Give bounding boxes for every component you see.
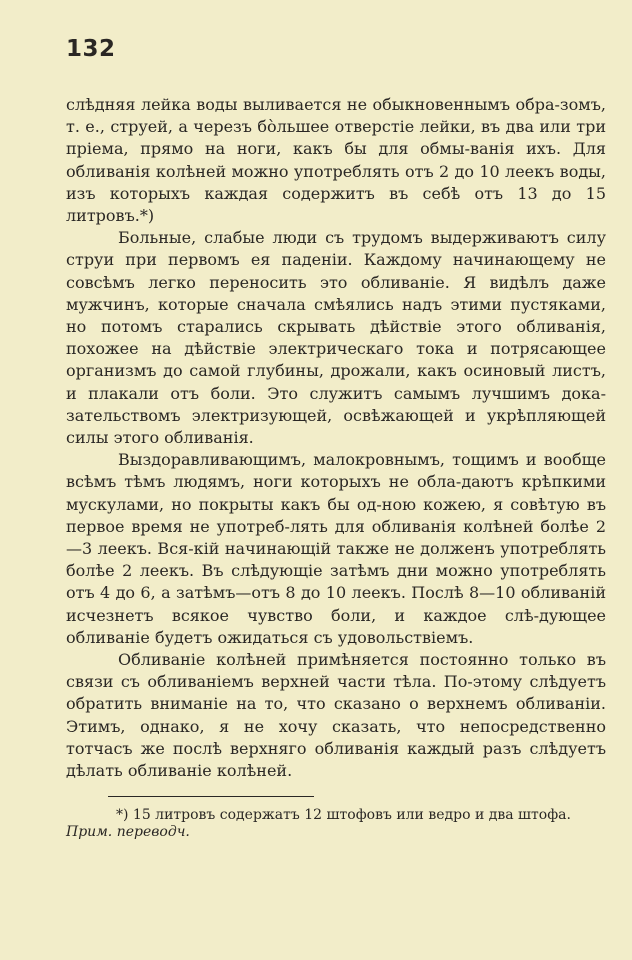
paragraph-1: слѣдняя лейка воды выливается не обыкновеннымъ обра-зомъ, т. е., струей, а черезъ бо̀льшее отверстіе лейки, въ два или три пріема, прямо на ноги, какъ бы для обмы-ванія ихъ. Для обливанія колѣней можно употреблять отъ 2 до 10 леекъ воды, изъ которыхъ каждая содержитъ въ себѣ отъ 13 до 15 литровъ.*) [66, 95, 606, 226]
paragraph-3: Выздоравливающимъ, малокровнымъ, тощимъ и вообще всѣмъ тѣмъ людямъ, ноги которыхъ не обла-даютъ крѣпкими мускулами, но покрыты какъ бы од-ною кожею, я совѣтую въ первое время не употреб-лять для обливанія колѣней болѣе 2—3 леекъ. Вся-кій начинающій также не долженъ употреблять болѣе 2 леекъ. Въ слѣдующіе затѣмъ дни можно употреблять отъ 4 до 6, а затѣмъ—отъ 8 до 10 леекъ. Послѣ 8—10 обливаній исчезнетъ всякое чувство боли, и каждое слѣ-дующее обливаніе будетъ ожидаться съ удовольствіемъ. [66, 450, 606, 647]
footnote-attribution: Прим. переводч. [66, 824, 190, 841]
paragraph-2: Больные, слабые люди съ трудомъ выдерживаютъ силу струи при первомъ ея паденіи. Каждому начинающему не совсѣмъ легко переносить это обливаніе. Я видѣлъ даже мужчинъ, которые сначала смѣялись надъ этими пустяками, но потомъ старались скрывать дѣйствіе этого обливанія, похожее на дѣйствіе электрическаго тока и потрясающее организмъ до самой глубины, дрожали, какъ осиновый листъ, и плакали отъ боли. Это служитъ самымъ лучшимъ дока-зательствомъ электризующей, освѣжающей и укрѣпляющей силы этого обливанія. [66, 228, 606, 448]
footnote [66, 807, 606, 841]
page-number: 132 [66, 36, 116, 62]
paragraph-4: Обливаніе колѣней примѣняется постоянно только въ связи съ обливаніемъ верхней части тѣла. По-этому слѣдуетъ обратить вниманіе на то, что сказано о верхнемъ обливаніи. Этимъ, однако, я не хочу сказать, что непосредственно тотчасъ же послѣ верхняго обливанія каждый разъ слѣдуетъ дѣлать обливаніе колѣней. [66, 650, 606, 781]
body-text [66, 94, 606, 782]
footnote-divider [108, 796, 314, 797]
footnote-text: *) 15 литровъ содержатъ 12 штофовъ или ведро и два штофа. [116, 807, 571, 824]
